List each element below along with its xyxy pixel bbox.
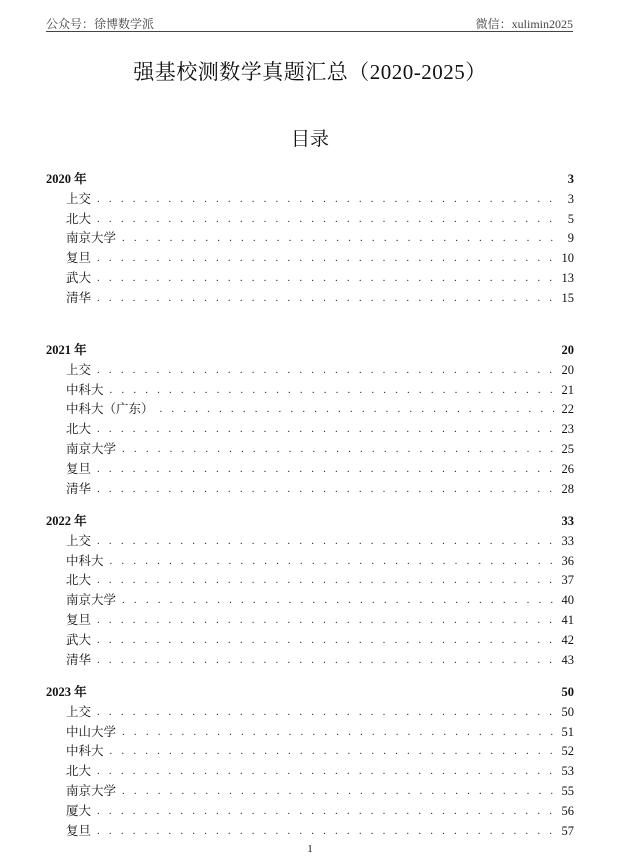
- toc-entry[interactable]: [46, 400, 574, 420]
- toc-year-entry[interactable]: [46, 683, 574, 703]
- dot-leader: [97, 631, 554, 651]
- toc-entry-label: 2023 年: [46, 685, 87, 699]
- toc-entry[interactable]: [46, 460, 574, 480]
- toc-entry-label: 上交: [66, 191, 92, 206]
- toc-entry-label: 上交: [66, 704, 92, 719]
- dot-leader: [97, 822, 554, 842]
- dot-leader: [97, 480, 554, 500]
- toc-entry-label: 2022 年: [46, 514, 87, 528]
- toc-heading: 目录: [290, 129, 329, 150]
- toc-entry[interactable]: [46, 210, 574, 230]
- toc-entry-page: 50: [561, 685, 574, 699]
- toc-entry[interactable]: [46, 361, 574, 381]
- toc-entry-page: 51: [561, 724, 574, 739]
- dot-leader: [97, 269, 554, 289]
- dot-leader: [122, 723, 554, 743]
- toc-entry-page: 33: [561, 514, 574, 528]
- toc-entry-page: 25: [561, 441, 574, 456]
- toc-year-entry[interactable]: [46, 512, 574, 532]
- toc-section: [46, 683, 574, 854]
- toc-section: [46, 512, 574, 683]
- toc-entry-label: 武大: [66, 632, 92, 647]
- toc-entry-label: 复旦: [66, 461, 92, 476]
- dot-leader: [97, 532, 554, 552]
- dot-leader: [110, 742, 554, 762]
- toc-year-entry[interactable]: [46, 341, 574, 361]
- toc-entry[interactable]: [46, 651, 574, 671]
- toc-entry[interactable]: [46, 289, 574, 309]
- running-header: [46, 13, 573, 32]
- toc-entry-page: 13: [561, 270, 574, 285]
- toc-year-entry[interactable]: [46, 170, 574, 190]
- toc-entry-label: 北大: [66, 422, 92, 437]
- toc-entry-label: 南京大学: [66, 441, 117, 456]
- toc-entry-page: 36: [561, 553, 574, 568]
- toc-section: [46, 170, 574, 341]
- dot-leader: [97, 249, 554, 269]
- toc-entry-label: 南京大学: [66, 593, 117, 608]
- toc-entry[interactable]: [46, 440, 574, 460]
- toc-entry-page: 15: [561, 290, 574, 305]
- toc-entry[interactable]: [46, 703, 574, 723]
- dot-leader: [97, 762, 554, 782]
- toc-entry-page: 23: [561, 422, 574, 437]
- toc-entry[interactable]: [46, 552, 574, 572]
- toc-entry-label: 复旦: [66, 612, 92, 627]
- toc-entry-label: 中科大: [66, 553, 104, 568]
- page-number: 1: [307, 843, 313, 855]
- table-of-contents: [46, 170, 574, 854]
- toc-entry-label: 清华: [66, 652, 92, 667]
- toc-entry-label: 复旦: [66, 251, 92, 266]
- toc-entry[interactable]: [46, 822, 574, 842]
- toc-entry[interactable]: [46, 631, 574, 651]
- toc-entry-label: 清华: [66, 481, 92, 496]
- toc-entry-label: 2021 年: [46, 343, 87, 357]
- dot-leader: [110, 381, 554, 401]
- dot-leader: [110, 552, 554, 572]
- toc-entry-label: 清华: [66, 290, 92, 305]
- toc-entry[interactable]: [46, 571, 574, 591]
- toc-entry-page: 56: [561, 803, 574, 818]
- toc-entry-page: 33: [561, 533, 574, 548]
- toc-entry[interactable]: [46, 742, 574, 762]
- dot-leader: [122, 440, 554, 460]
- toc-entry-page: 53: [561, 764, 574, 779]
- document-title: 强基校测数学真题汇总（2020-2025）: [133, 60, 487, 84]
- dot-leader: [97, 190, 554, 210]
- toc-entry-label: 武大: [66, 270, 92, 285]
- toc-entry[interactable]: [46, 480, 574, 500]
- toc-entry-page: 20: [561, 362, 574, 377]
- toc-entry-label: 中科大（广东）: [66, 402, 154, 417]
- toc-entry-page: 26: [561, 461, 574, 476]
- toc-entry[interactable]: [46, 420, 574, 440]
- toc-entry-page: 43: [561, 652, 574, 667]
- toc-entry-page: 5: [567, 211, 574, 226]
- toc-entry-page: 10: [561, 251, 574, 266]
- toc-entry[interactable]: [46, 611, 574, 631]
- toc-entry-label: 南京大学: [66, 231, 117, 246]
- toc-entry-label: 复旦: [66, 823, 92, 838]
- dot-leader: [122, 229, 554, 249]
- dot-leader: [122, 591, 554, 611]
- header-wechat-id: 微信：xulimin2025: [475, 17, 573, 31]
- toc-entry-label: 南京大学: [66, 783, 117, 798]
- toc-entry-page: 21: [561, 382, 574, 397]
- toc-entry-page: 52: [561, 744, 574, 759]
- toc-entry-page: 3: [567, 172, 574, 186]
- toc-entry-page: 41: [561, 612, 574, 627]
- toc-entry-page: 28: [561, 481, 574, 496]
- toc-entry-page: 9: [567, 231, 574, 246]
- toc-entry-label: 2020 年: [46, 172, 87, 186]
- toc-entry-page: 57: [561, 823, 574, 838]
- toc-entry-label: 北大: [66, 573, 92, 588]
- dot-leader: [97, 571, 554, 591]
- toc-entry-label: 中科大: [66, 382, 104, 397]
- dot-leader: [97, 361, 554, 381]
- toc-entry[interactable]: [46, 723, 574, 743]
- toc-entry-label: 北大: [66, 211, 92, 226]
- dot-leader: [97, 210, 554, 230]
- toc-section: [46, 341, 574, 512]
- toc-entry[interactable]: [46, 532, 574, 552]
- toc-entry-page: 37: [561, 573, 574, 588]
- toc-entry-page: 55: [561, 783, 574, 798]
- dot-leader: [122, 782, 554, 802]
- toc-entry-label: 中科大: [66, 744, 104, 759]
- toc-entry[interactable]: [46, 269, 574, 289]
- toc-entry-page: 22: [561, 402, 574, 417]
- toc-entry-page: 40: [561, 593, 574, 608]
- toc-entry[interactable]: [46, 782, 574, 802]
- toc-entry-label: 厦大: [66, 803, 92, 818]
- toc-entry[interactable]: [46, 190, 574, 210]
- toc-entry-label: 北大: [66, 764, 92, 779]
- dot-leader: [97, 703, 554, 723]
- toc-entry-page: 3: [567, 191, 574, 206]
- toc-entry-page: 42: [561, 632, 574, 647]
- toc-entry[interactable]: [46, 802, 574, 822]
- toc-entry[interactable]: [46, 591, 574, 611]
- dot-leader: [97, 460, 554, 480]
- dot-leader: [97, 289, 554, 309]
- toc-entry-page: 20: [561, 343, 574, 357]
- header-account-name: 公众号：徐博数学派: [46, 17, 155, 31]
- toc-entry[interactable]: [46, 762, 574, 782]
- toc-entry-label: 中山大学: [66, 724, 117, 739]
- dot-leader: [160, 400, 554, 420]
- toc-entry-page: 50: [561, 704, 574, 719]
- toc-entry[interactable]: [46, 229, 574, 249]
- toc-entry[interactable]: [46, 381, 574, 401]
- dot-leader: [97, 651, 554, 671]
- dot-leader: [97, 611, 554, 631]
- dot-leader: [97, 420, 554, 440]
- dot-leader: [97, 802, 554, 822]
- toc-entry[interactable]: [46, 249, 574, 269]
- toc-entry-label: 上交: [66, 533, 92, 548]
- toc-entry-label: 上交: [66, 362, 92, 377]
